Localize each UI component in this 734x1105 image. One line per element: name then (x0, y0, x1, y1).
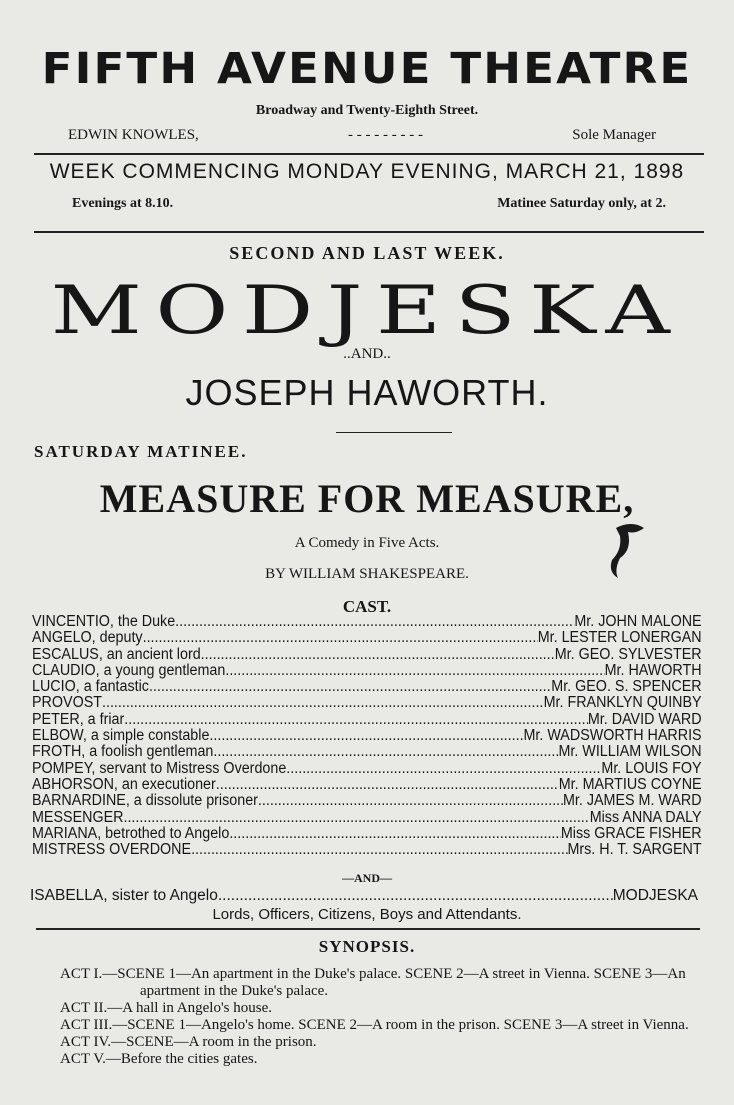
second-week: SECOND AND LAST WEEK. (229, 243, 505, 263)
cast-role: PROVOST (32, 694, 102, 712)
theatre-name: FIFTH AVENUE THEATRE (41, 44, 693, 94)
synopsis-act: ACT III.—SCENE 1—Angelo's home. SCENE 2—A room in the prison. SCENE 3—A street in Vienna. (60, 1017, 689, 1033)
times-line (72, 196, 666, 212)
synopsis-heading: SYNOPSIS. (318, 937, 416, 956)
cast-actor: Mr. GEO. SYLVESTER (554, 645, 702, 663)
synopsis-act: ACT I.—SCENE 1—An apartment in the Duke's palace. SCENE 2—A street in Vienna. SCENE 3—An apartment in the Duke's palace. (60, 966, 686, 999)
author: BY WILLIAM SHAKESPEARE. (265, 566, 469, 582)
cast-actor: Mr. JOHN MALONE (574, 613, 702, 630)
cast-actor: Mr. LESTER LONERGAN (537, 629, 702, 647)
saturday-matinee: SATURDAY MATINEE. (34, 442, 248, 461)
cast-row (32, 793, 702, 809)
manager-dashes: - - - - - - - - - (348, 127, 424, 143)
cast-role: FROTH, a foolish gentleman (32, 743, 214, 761)
cast-role: ABHORSON, an executioner (32, 775, 216, 793)
cast-actor: Mr. GEO. S. SPENCER (551, 678, 702, 696)
synopsis-act: ACT II.—A hall in Angelo's house. (60, 1000, 272, 1016)
extras: Lords, Officers, Citizens, Boys and Attendants. (212, 906, 522, 923)
cast-role: MARIANA, betrothed to Angelo (32, 824, 230, 842)
cast-row (32, 695, 702, 711)
cast-actor: Mr. JAMES M. WARD (562, 792, 702, 810)
cast-list (32, 614, 702, 858)
cast-row (32, 744, 702, 760)
cast-row (32, 728, 702, 744)
divider (36, 928, 700, 930)
cast-actor: Miss ANNA DALY (589, 808, 702, 826)
lead-actor: MODJESKA (612, 887, 698, 904)
cast-row (32, 614, 702, 630)
lead-row (30, 887, 698, 905)
lead-role: ISABELLA, sister to Angelo (30, 887, 218, 904)
genre: A Comedy in Five Acts. (294, 535, 440, 551)
cast-role: MESSENGER (32, 808, 124, 826)
cast-heading: CAST. (342, 597, 392, 616)
star-name: MODJESKA (50, 272, 684, 349)
play-title: MEASURE FOR MEASURE, (99, 476, 635, 521)
cast-role: PETER, a friar (32, 710, 125, 728)
cast-row (32, 712, 702, 728)
divider (336, 432, 452, 433)
cast-role: ELBOW, a simple constable (32, 727, 210, 745)
divider (34, 153, 704, 155)
cast-role: VINCENTIO, the Duke (32, 613, 176, 630)
cast-actor: Miss GRACE FISHER (560, 824, 702, 842)
cast-row (32, 826, 702, 842)
costar-name: JOSEPH HAWORTH. (185, 372, 549, 413)
cast-row (32, 810, 702, 826)
cast-row (32, 630, 702, 646)
cast-role: POMPEY, servant to Mistress Overdone (32, 759, 287, 777)
cast-role: LUCIO, a fantastic (32, 678, 149, 696)
cast-row (32, 679, 702, 695)
synopsis-act: ACT IV.—SCENE—A room in the prison. (60, 1034, 317, 1050)
cast-actor: Mr. DAVID WARD (587, 710, 702, 728)
cast-role: ANGELO, deputy (32, 629, 143, 647)
and-text: ..AND.. (343, 346, 391, 362)
manager-title: Sole Manager (572, 127, 656, 143)
cast-row (32, 647, 702, 663)
cast-actor: Mrs. H. T. SARGENT (567, 841, 702, 859)
divider (34, 231, 704, 233)
cast-role: CLAUDIO, a young gentleman (32, 661, 226, 679)
synopsis-act: ACT V.—Before the cities gates. (60, 1051, 258, 1067)
manager-name: EDWIN KNOWLES, (68, 127, 199, 143)
address: Broadway and Twenty-Eighth Street. (255, 103, 479, 118)
cast-actor: Mr. LOUIS FOY (601, 759, 702, 777)
and-divider: —AND— (342, 871, 392, 885)
cast-role: ESCALUS, an ancient lord (32, 645, 201, 663)
cast-actor: Mr. FRANKLYN QUINBY (543, 694, 702, 712)
cast-actor: Mr. MARTIUS COYNE (558, 775, 702, 793)
cast-actor: Mr. HAWORTH (604, 661, 702, 679)
synopsis-list (60, 966, 698, 1068)
cast-actor: Mr. WILLIAM WILSON (558, 743, 702, 761)
cast-row (32, 777, 702, 793)
evenings: Evenings at 8.10. (72, 196, 174, 211)
cast-role: MISTRESS OVERDONE (32, 841, 192, 859)
week-line: WEEK COMMENCING MONDAY EVENING, MARCH 21, 1898 (49, 160, 685, 183)
matinee: Matinee Saturday only, at 2. (497, 196, 666, 211)
cast-role: BARNARDINE, a dissolute prisoner (32, 792, 258, 810)
manager-line (68, 127, 656, 144)
cast-row (32, 842, 702, 858)
cast-row (32, 761, 702, 777)
cast-actor: Mr. WADSWORTH HARRIS (523, 727, 702, 745)
cast-row (32, 663, 702, 679)
